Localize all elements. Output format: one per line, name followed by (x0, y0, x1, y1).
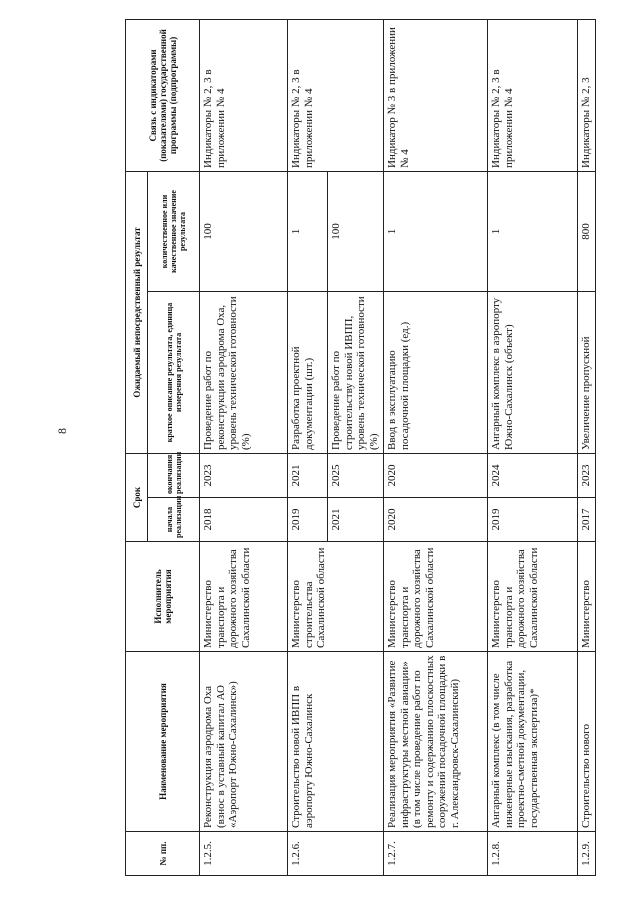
row-value: 1 (384, 171, 488, 291)
page-number: 8 (55, 428, 69, 434)
row-value: 100 (200, 171, 288, 291)
header-executor: Исполнитель мероприятия (126, 542, 200, 652)
row-link: Индикаторы № 2, 3 (578, 19, 596, 171)
row-link: Индикатор № 3 в приложении № 4 (384, 19, 488, 171)
header-result-desc: краткое описание результата, единица измерения результата (148, 291, 200, 453)
table-row (288, 19, 328, 875)
row-desc: Проведение работ по реконструкции аэродрома Оха, уровень технической готовности (%) (200, 291, 288, 453)
header-term: Срок (126, 453, 148, 541)
row-desc: Ввод в эксплуатацию посадочной площадки (ед.) (384, 291, 488, 453)
row-num: 1.2.8. (488, 832, 578, 876)
row-start: 2021 (328, 498, 384, 542)
row-name: Ангарный комплекс (в том числе инженерные изыскания, разработка проектно-сметной документации, государственная экспертиза)* (488, 652, 578, 832)
header-start: начала реализации (148, 498, 200, 542)
table-row (384, 19, 488, 875)
table-row (488, 19, 578, 875)
header-result-value: количественное или качественное значение результата (148, 171, 200, 291)
row-start: 2018 (200, 498, 288, 542)
activities-table (125, 19, 596, 876)
row-start: 2019 (288, 498, 328, 542)
row-desc: Ангарный комплекс в аэропорту Южно-Сахалинск (объект) (488, 291, 578, 453)
row-desc: Увеличение пропускной (578, 291, 596, 453)
row-end: 2023 (578, 453, 596, 497)
row-start: 2020 (384, 498, 488, 542)
row-start: 2017 (578, 498, 596, 542)
header-name: Наименование мероприятия (126, 652, 200, 832)
row-executor: Министерство строительства Сахалинской области (288, 542, 384, 652)
row-link: Индикаторы № 2, 3 в приложении № 4 (200, 19, 288, 171)
table-row (578, 19, 596, 875)
row-end: 2024 (488, 453, 578, 497)
header-result: Ожидаемый непосредственный результат (126, 171, 148, 453)
row-desc: Разработка проектной документации (шт.) (288, 291, 328, 453)
row-value: 800 (578, 171, 596, 291)
table-row (200, 19, 288, 875)
row-name: Реализация мероприятия «Развитие инфраструктуры местной авиации» (в том числе проведение работ по ремонту и содержанию плоскостных сооружений посадочной площадки в г. Александровск-Сахалинский) (384, 652, 488, 832)
row-num: 1.2.5. (200, 832, 288, 876)
row-value: 100 (328, 171, 384, 291)
row-executor: Министерство транспорта и дорожного хозяйства Сахалинской области (200, 542, 288, 652)
rotated-table-container (125, 20, 591, 876)
row-executor: Министерство транспорта и дорожного хозяйства Сахалинской области (488, 542, 578, 652)
row-start: 2019 (488, 498, 578, 542)
header-end: окончания реализации (148, 453, 200, 497)
header-link: Связь с индикаторами (показателями) государственной программы (подпрограммы) (126, 19, 200, 171)
row-num: 1.2.7. (384, 832, 488, 876)
row-end: 2020 (384, 453, 488, 497)
row-end: 2023 (200, 453, 288, 497)
header-num: № пп. (126, 832, 200, 876)
row-end: 2025 (328, 453, 384, 497)
row-link: Индикаторы № 2, 3 в приложении № 4 (488, 19, 578, 171)
row-executor: Министерство (578, 542, 596, 652)
row-name: Строительство нового (578, 652, 596, 832)
row-end: 2021 (288, 453, 328, 497)
row-num: 1.2.9. (578, 832, 596, 876)
row-value: 1 (488, 171, 578, 291)
row-num: 1.2.6. (288, 832, 384, 876)
row-name: Строительство новой ИВПП в аэропорту Южно-Сахалинск (288, 652, 384, 832)
row-name: Реконструкция аэродрома Оха (взнос в уставный капитал АО «Аэропорт Южно-Сахалинск») (200, 652, 288, 832)
row-executor: Министерство транспорта и дорожного хозяйства Сахалинской области (384, 542, 488, 652)
row-link: Индикаторы № 2, 3 в приложении № 4 (288, 19, 384, 171)
row-value: 1 (288, 171, 328, 291)
row-desc: Проведение работ по строительству новой ИВПП, уровень технической готовности (%) (328, 291, 384, 453)
